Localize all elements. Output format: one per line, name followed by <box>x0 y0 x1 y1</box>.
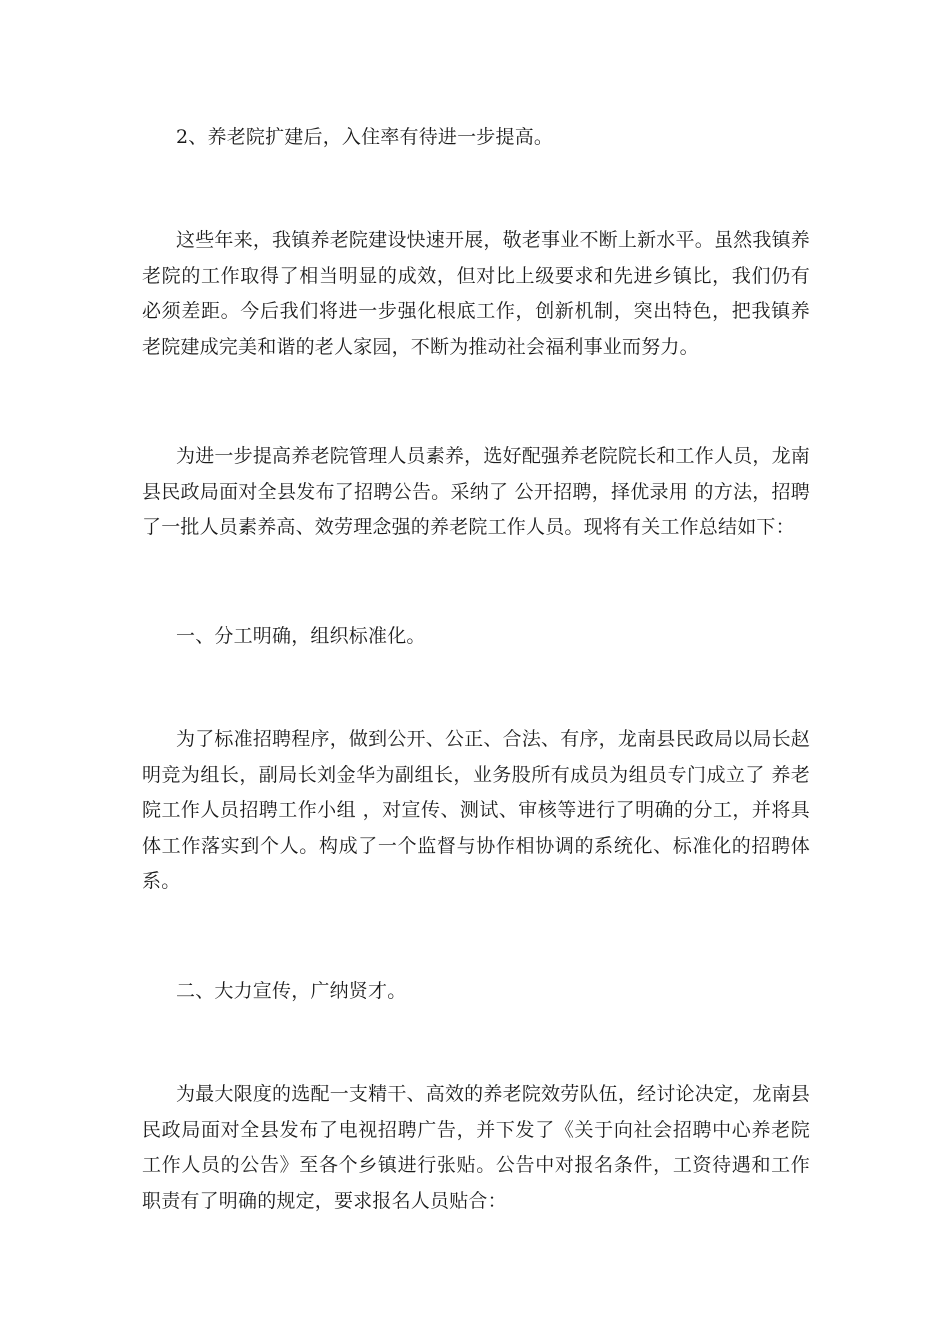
heading-section-one: 一、分工明确，组织标准化。 <box>176 625 426 647</box>
heading-section-two: 二、大力宣传，广纳贤才。 <box>176 980 407 1002</box>
paragraph-expansion-occupancy: 2、养老院扩建后，入住率有待进一步提高。 <box>176 126 554 148</box>
paragraph-section-one-body: 为了标准招聘程序，做到公开、公正、合法、有序，龙南县民政局以局长赵明竞为组长，副局长刘金华为副组长，业务股所有成员为组员专门成立了 养老院工作人员招聘工作小组 ，对宣传、测试、审核等进行了明确的分工，并将具体工作落实到个人。构成了一个监督与协作相协调的系统化、标准化的招聘体系。 <box>142 728 810 892</box>
paragraph-section-two-body: 为最大限度的选配一支精干、高效的养老院效劳队伍，经讨论决定，龙南县民政局面对全县发布了电视招聘广告，并下发了《关于向社会招聘中心养老院工作人员的公告》至各个乡镇进行张贴。公告中对报名条件，工资待遇和工作职责有了明确的规定，要求报名人员贴合： <box>142 1083 810 1212</box>
paragraph-summary-outlook: 这些年来，我镇养老院建设快速开展，敬老事业不断上新水平。虽然我镇养老院的工作取得了相当明显的成效，但对比上级要求和先进乡镇比，我们仍有必须差距。今后我们将进一步强化根底工作，创新机制，突出特色，把我镇养老院建成完美和谐的老人家园，不断为推动社会福利事业而努力。 <box>142 229 810 358</box>
paragraph-recruitment-intro: 为进一步提高养老院管理人员素养，选好配强养老院院长和工作人员，龙南县民政局面对全县发布了招聘公告。采纳了 公开招聘，择优录用 的方法，招聘了一批人员素养高、效劳理念强的养老院工作人员。现将有关工作总结如下： <box>142 445 810 538</box>
